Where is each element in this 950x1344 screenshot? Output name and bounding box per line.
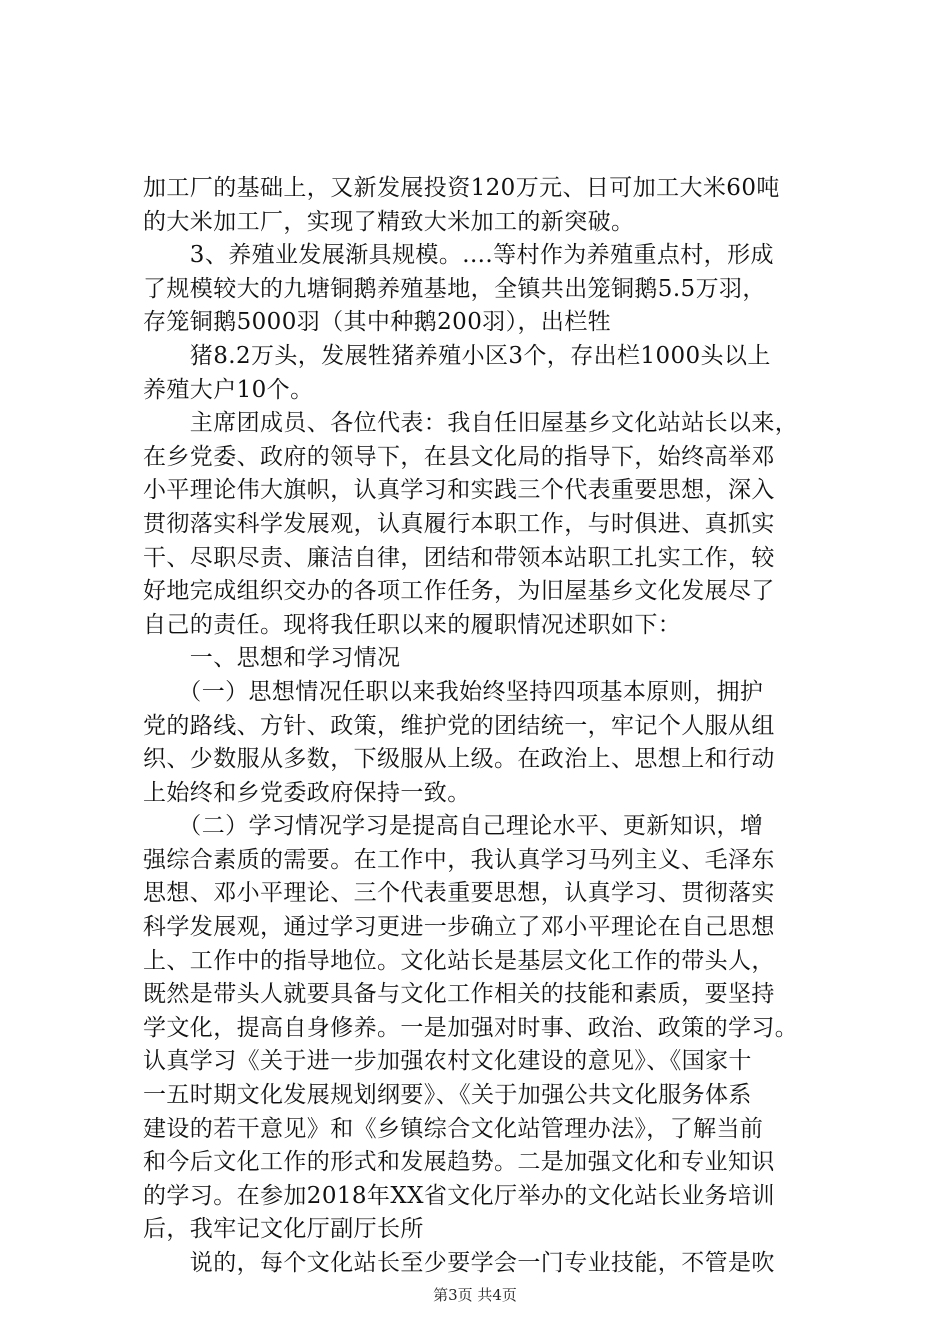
text-line: 干、尽职尽责、廉洁自律，团结和带领本站职工扎实工作，较 [143,544,775,571]
text-line: 好地完成组织交办的各项工作任务，为旧屋基乡文化发展尽了 [143,578,775,605]
text-line: 加工厂的基础上，又新发展投资120万元、日可加工大米60吨 [143,175,780,201]
text-line: 贯彻落实科学发展观，认真履行本职工作，与时俱进、真抓实 [143,510,775,537]
text-line: 学文化，提高自身修养。一是加强对时事、政治、政策的学习。 [143,1014,799,1041]
text-line: 的学习。在参加2018年XX省文化厅举办的文化站长业务培训 [143,1182,775,1209]
text-line: 党的路线、方针、政策，维护党的团结统一，牢记个人服从组 [143,712,775,739]
text-line: 存笼铜鹅5000羽（其中种鹅200羽），出栏牲 [143,309,612,336]
text-line: 小平理论伟大旗帜，认真学习和实践三个代表重要思想，深入 [143,477,775,504]
section-heading: 一、思想和学习情况 [143,645,401,672]
text-line: 建设的若干意见》和《乡镇综合文化站管理办法》，了解当前 [143,1115,764,1142]
text-line: 织、少数服从多数，下级服从上级。在政治上、思想上和行动 [143,746,775,773]
text-line: 自己的责任。现将我任职以来的履职情况述职如下： [143,611,682,638]
text-line: 了规模较大的九塘铜鹅养殖基地，全镇共出笼铜鹅5.5万羽， [143,275,766,302]
text-line: （一）思想情况任职以来我始终坚持四项基本原则，拥护 [143,678,764,705]
text-line: 一五时期文化发展规划纲要》、《关于加强公共文化服务体系 [143,1082,752,1109]
text-line: 和今后文化工作的形式和发展趋势。二是加强文化和专业知识 [143,1149,775,1176]
text-line: 认真学习《关于进一步加强农村文化建设的意见》、《国家十 [143,1048,752,1075]
page-number-footer: 第3页 共4页 [433,1286,517,1304]
text-line: 在乡党委、政府的领导下，在县文化局的指导下，始终高举邓 [143,443,775,470]
text-line: 主席团成员、各位代表：我自任旧屋基乡文化站站长以来， [143,410,799,437]
text-line: 的大米加工厂，实现了精致大米加工的新突破。 [143,208,635,235]
text-line: 强综合素质的需要。在工作中，我认真学习马列主义、毛泽东 [143,846,775,873]
text-line: 说的，每个文化站长至少要学会一门专业技能，不管是吹 [143,1250,775,1276]
text-line: 养殖大户10个。 [143,376,314,403]
text-line: 猪8.2万头，发展牲猪养殖小区3个，存出栏1000头以上 [143,342,771,369]
text-line: 后，我牢记文化厅副厅长所 [143,1216,424,1243]
text-line: 科学发展观，通过学习更进一步确立了邓小平理论在自己思想 [143,914,775,941]
text-line: 3、养殖业发展渐具规模。....等村作为养殖重点村，形成 [143,242,774,269]
document-body [143,172,843,1281]
text-line: 上、工作中的指导地位。文化站长是基层文化工作的带头人， [143,947,775,974]
text-line: 既然是带头人就要具备与文化工作相关的技能和素质，要坚持 [143,981,775,1008]
text-line: （二）学习情况学习是提高自己理论水平、更新知识，增 [143,813,764,840]
text-line: 上始终和乡党委政府保持一致。 [143,779,471,806]
text-line: 思想、邓小平理论、三个代表重要思想，认真学习、贯彻落实 [143,880,775,907]
